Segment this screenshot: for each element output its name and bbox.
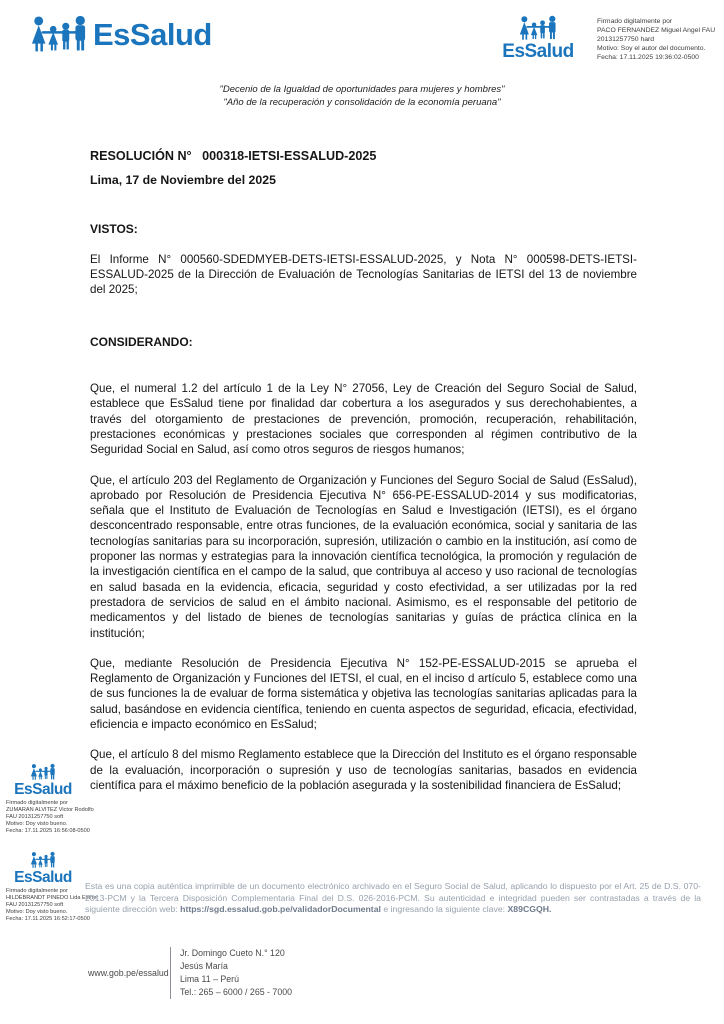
footer [88, 947, 292, 999]
authenticity-note [85, 881, 701, 916]
signature-line: PACO FERNANDEZ Miguel Angel FAU [597, 27, 716, 34]
signature-stamp-hildebrandt [6, 851, 99, 924]
signature-line: Motivo: Doy visto bueno. [6, 821, 68, 828]
considerando-paragraph: Que, el artículo 8 del mismo Reglamento establece que la Dirección del Instituto es el órgano responsable de la evaluación, incorporación o supresión y uso de tecnologías sanitarias, basados en evidencia científica para el máximo beneficio de la población asegurada y la sostenibilidad financiera de EsSalud; [90, 748, 637, 792]
stamp-signature-text [6, 887, 99, 924]
essalud-wordmark: EsSalud [93, 16, 212, 52]
address-line: Jr. Domingo Cueto N.° 120 [180, 948, 285, 958]
signature-line: Firmado digitalmente por [6, 799, 68, 806]
document-body [90, 149, 637, 793]
signature-line: Motivo: Soy el autor del documento. [597, 45, 706, 52]
essalud-logo [30, 14, 212, 54]
considerando-paragraph: Que, mediante Resolución de Presidencia Ejecutiva N° 152-PE-ESSALUD-2015 se aprueba el Reglamento de Organización y Funciones del IETSI, el cual, en el inciso d artículo 5, establece como una de sus funciones la de evaluar de forma sistemática y objetiva las tecnologías sanitarias aplicadas para la salud, basándose en evidencia científica, teniendo en cuenta aspectos de seguridad, eficacia, efectividad, eficiencia e impacto económico en EsSalud; [90, 656, 637, 732]
essalud-wordmark: EsSalud [502, 41, 574, 62]
address-block [171, 947, 292, 999]
signature-line: ZUMARAN ALVITEZ Victor Rodolfo [6, 806, 94, 813]
signature-line: Fecha: 17.11.2025 19:36:02-0500 [597, 54, 699, 61]
resolution-number: RESOLUCIÓN N° 000318-IETSI-ESSALUD-2025 [90, 149, 377, 163]
website-url: www.gob.pe/essalud [88, 968, 169, 978]
essalud-family-icon [30, 851, 56, 869]
essalud-family-icon [30, 763, 56, 781]
stamp-signature-text [6, 799, 94, 836]
essalud-logo-small [502, 15, 574, 62]
considerando-paragraph: Que, el artículo 203 del Reglamento de Organización y Funciones del Seguro Social de Salud (EsSalud), aprobado por Resolución de Presidencia Ejecutiva N° 656-PE-ESSALUD-2014 y sus modificatorias, señala que el Instituto de Evaluación de Tecnologías en Salud e Investigación (IETSI), es el órgano desconcentrado responsable, entre otras funciones, de la evaluación económica, social y sanitaria de las tecnologías sanitarias para su incorporación, supresión, utilización o cambio en la institución, así como de proponer las normas y estrategias para la innovación científica tecnológica, la promoción y regulación de la investigación científica en el campo de la salud, que contribuya al acceso y uso racional de tecnologías en salud basada en la evidencia, eficacia, seguridad y costo efectividad, a ser utilizadas por la red prestadora de servicios de salud en el ámbito nacional. Asimismo, es el responsable del petitorio de medicamentos y del listado de bienes de tecnologías sanitarias y guías de práctica clínica en la institución; [90, 473, 637, 640]
header-quote: "Decenio de la Igualdad de oportunidades para mujeres y hombres" [219, 84, 505, 95]
vistos-paragraph: El Informe N° 000560-SDEDMYEB-DETS-IETSI-ESSALUD-2025, y Nota N° 000598-DETS-IETSI-ESSALUD-2025 de la Dirección de Evaluación de Tecnologías Sanitarias de IETSI del 13 de noviembre del 2025; [90, 252, 637, 297]
signature-line: 20131257750 hard [597, 36, 655, 43]
signature-line: Firmado digitalmente por [597, 18, 673, 25]
considerando-label: CONSIDERANDO: [90, 334, 193, 349]
signature-line: HILDEBRANDT PINEDO Lida Esther [6, 894, 99, 901]
authenticity-text: e ingresando la siguiente clave: [380, 904, 508, 915]
signature-line: Fecha: 17.11.2025 16:56:08-0500 [6, 828, 90, 835]
essalud-family-icon [518, 15, 558, 41]
considerando-paragraph: Que, el numeral 1.2 del artículo 1 de la Ley N° 27056, Ley de Creación del Seguro Social de Salud, establece que EsSalud tiene por finalidad dar cobertura a los asegurados y sus derechohabientes, a través del otorgamiento de prestaciones de prevención, promoción, recuperación, rehabilitación, prestaciones económicas y prestaciones sociales que corresponden al régimen contributivo de la Seguridad Social en Salud, así como otros seguros de riesgos humanos; [90, 382, 637, 457]
validator-url: https://sgd.essalud.gob.pe/validadorDocumental [180, 904, 381, 915]
essalud-family-icon [30, 14, 88, 54]
essalud-wordmark: EsSalud [14, 869, 72, 886]
signature-line: Motivo: Doy visto bueno. [6, 909, 68, 916]
validation-key: X89CGQH. [507, 904, 552, 915]
address-line: Lima 11 – Perú [180, 974, 240, 984]
place-date: Lima, 17 de Noviembre del 2025 [90, 173, 276, 188]
header-quotes [0, 84, 724, 109]
digital-signature-author [597, 17, 717, 62]
address-line: Tel.: 265 – 6000 / 265 - 7000 [180, 987, 293, 997]
header-quote: "Año de la recuperación y consolidación de la economía peruana" [223, 96, 501, 108]
signature-line: FAU 20131257750 soft [6, 813, 64, 820]
signature-line: Firmado digitalmente por [6, 887, 68, 894]
signature-stamp-zumaran [6, 763, 94, 836]
signature-line: Fecha: 17.11.2025 16:52:17-0500 [6, 916, 90, 923]
authenticity-text: Esta es una copia auténtica imprimible de un documento electrónico archivado en el Seguro Social de Salud, aplicando lo dispuesto por el Art. 25 de D.S. 070-2013-PCM y la Tercera Disposición Complementaria Final del D.S. 026-2016-PCM. Su autenticidad e integridad pueden ser contrastadas a través de la siguiente dirección web: [85, 881, 701, 915]
vistos-label: VISTOS: [90, 221, 138, 236]
address-line: Jesús María [180, 961, 228, 971]
signature-line: FAU 20131257750 soft [6, 901, 64, 908]
essalud-wordmark: EsSalud [14, 781, 72, 798]
